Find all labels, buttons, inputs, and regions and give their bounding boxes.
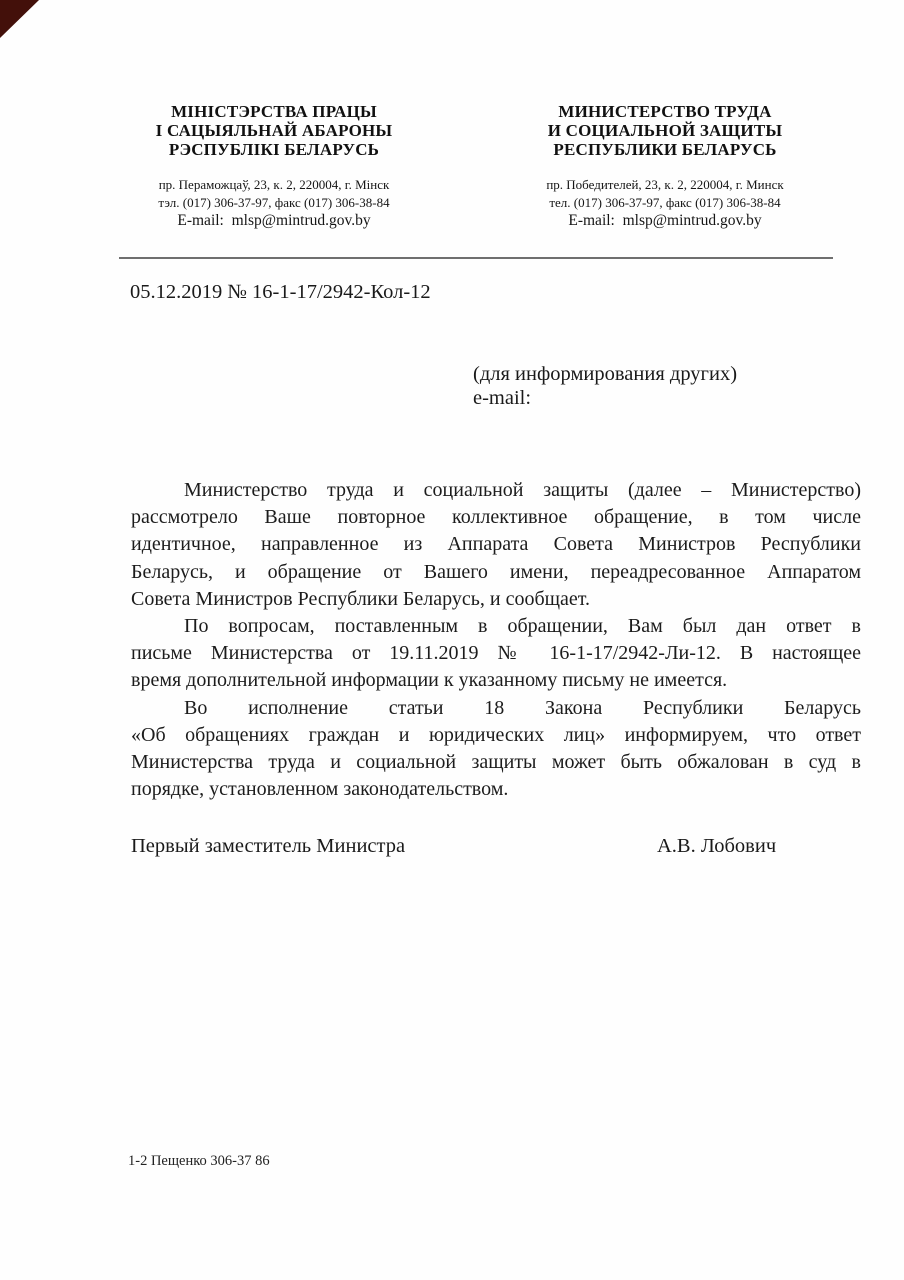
org-address-ru — [504, 176, 826, 230]
org-name-line: МІНІСТЭРСТВА ПРАЦЫ — [171, 102, 377, 121]
body-line: Во исполнение статьи 18 Закона Республики Беларусь — [184, 696, 861, 719]
body-line: рассмотрело Ваше повторное коллективное обращение, в том числе — [131, 506, 861, 529]
signer-position: Первый заместитель Министра — [131, 835, 406, 857]
letterhead-belarusian — [113, 102, 435, 230]
body-line: Министерство труда и социальной защиты (далее – Министерство) — [184, 479, 861, 501]
body-line: письме Министерства от 19.11.2019 № 16-1-17/2942-Ли-12. В настоящее — [131, 642, 861, 665]
org-address-by — [113, 176, 435, 230]
signature-block — [131, 835, 861, 858]
org-name-by — [113, 102, 435, 159]
body-line: «Об обращениях граждан и юридических лиц» информируем, что ответ — [131, 723, 861, 746]
body-line: порядке, установленном законодательством. — [131, 778, 509, 801]
addressee-note: (для информирования других) — [473, 363, 738, 385]
org-email-line: E-mail: mlsp@mintrud.gov.by — [568, 212, 762, 229]
letterhead-divider-line — [119, 257, 833, 259]
reference-date-number: 05.12.2019 № 16-1-17/2942-Кол-12 — [130, 281, 431, 303]
body-line: Министерства труда и социальной защиты может быть обжалован в суд в — [131, 751, 861, 774]
org-phone-line: тел. (017) 306-37-97, факс (017) 306-38-84 — [549, 194, 781, 210]
org-name-line: РЭСПУБЛІКІ БЕЛАРУСЬ — [168, 140, 380, 159]
body-line: Совета Министров Республики Беларусь, и сообщает. — [131, 587, 591, 610]
org-name-line: РЕСПУБЛИКИ БЕЛАРУСЬ — [553, 140, 777, 159]
org-name-ru — [504, 102, 826, 159]
body-line: По вопросам, поставленным в обращении, Вам был дан ответ в — [184, 615, 861, 638]
addressee-email-label: e-mail: — [473, 386, 532, 409]
org-email-line: E-mail: mlsp@mintrud.gov.by — [177, 212, 371, 229]
signer-name: А.В. Лобович — [657, 835, 777, 857]
org-name-line: І САЦЫЯЛЬНАЙ АБАРОНЫ — [155, 121, 393, 140]
body-line: идентичное, направленное из Аппарата Совета Министров Республики — [131, 533, 861, 556]
scan-corner-artifact — [0, 0, 39, 38]
org-phone-line: тэл. (017) 306-37-97, факс (017) 306-38-84 — [158, 194, 390, 210]
body-line: время дополнительной информации к указанному письму не имеется. — [131, 669, 728, 692]
org-name-line: И СОЦИАЛЬНОЙ ЗАЩИТЫ — [547, 121, 783, 140]
addressee-block — [473, 363, 737, 410]
org-address-line: пр. Пераможцаў, 23, к. 2, 220004, г. Мінск — [158, 177, 390, 192]
executor-footer: 1-2 Пещенко 306-37 86 — [128, 1153, 270, 1169]
letterhead-russian — [504, 102, 826, 230]
org-address-line: пр. Победителей, 23, к. 2, 220004, г. Минск — [546, 177, 784, 192]
body-line: Беларусь, и обращение от Вашего имени, переадресованное Аппаратом — [131, 560, 861, 583]
org-name-line: МИНИСТЕРСТВО ТРУДА — [558, 102, 772, 121]
letter-body — [131, 477, 861, 803]
